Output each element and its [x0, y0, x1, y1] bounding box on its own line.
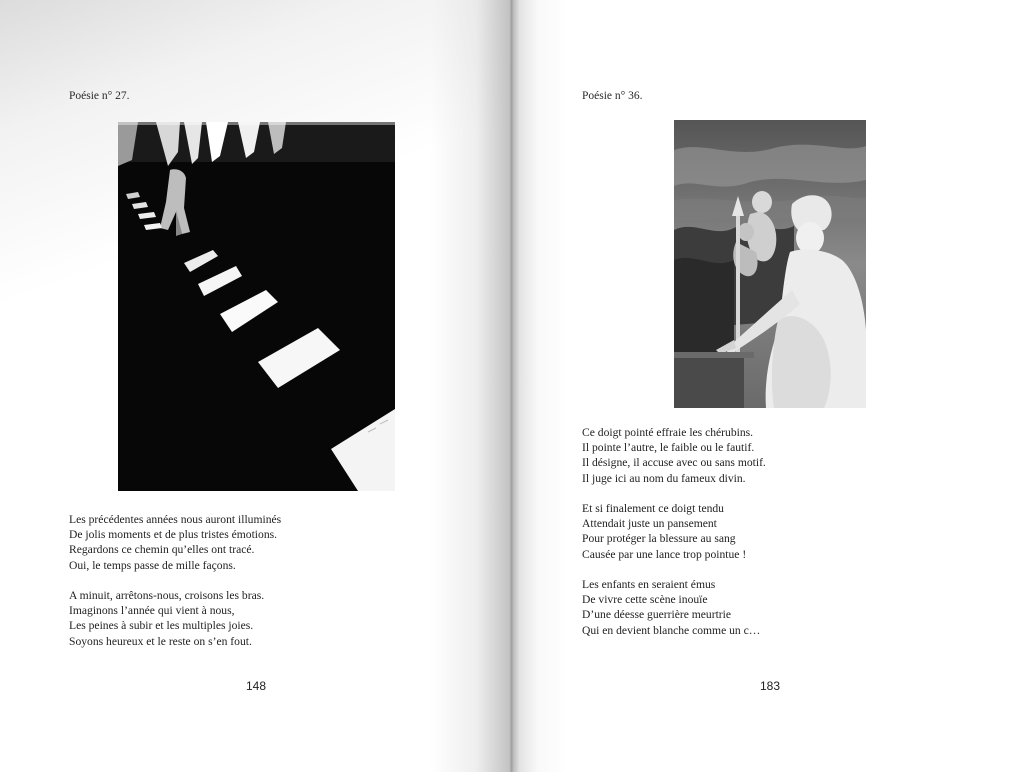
stanza	[69, 588, 264, 649]
book-gutter	[509, 0, 514, 772]
verse-line: Ce doigt pointé effraie les chérubins.	[582, 426, 754, 439]
poem-title: Poésie n° 27.	[69, 90, 130, 102]
poem-title: Poésie n° 36.	[582, 90, 643, 102]
stanza	[582, 501, 746, 562]
verse-line: Les peines à subir et les multiples joies.	[69, 619, 254, 633]
verse-line: Il pointe l’autre, le faible ou le fautif.	[582, 441, 755, 455]
right-page	[512, 0, 1023, 772]
verse-line: Qui en devient blanche comme un c…	[582, 623, 761, 637]
verse-line: D’une déesse guerrière meurtrie	[582, 608, 732, 622]
staircase-photo	[118, 122, 395, 491]
verse-line: Et si finalement ce doigt tendu	[582, 502, 724, 515]
verse-line: Imaginons l’année qui vient à nous,	[69, 604, 235, 618]
verse-line: Il juge ici au nom du fameux divin.	[582, 471, 746, 485]
verse-line: Attendait juste un pansement	[582, 517, 717, 531]
statue-photo	[674, 120, 866, 408]
stanza	[582, 425, 766, 486]
verse-line: Causée par une lance trop pointue !	[582, 547, 747, 561]
page-number: 183	[760, 679, 781, 693]
page-number: 148	[246, 679, 267, 693]
stanza	[582, 577, 760, 638]
verse-line: Pour protéger la blessure au sang	[582, 532, 736, 546]
verse-line: Oui, le temps passe de mille façons.	[69, 558, 236, 572]
verse-line: Les précédentes années nous auront illuminés	[69, 513, 282, 526]
verse-line: De vivre cette scène inouïe	[582, 593, 708, 607]
verse-line: De jolis moments et de plus tristes émotions.	[69, 528, 278, 542]
verse-line: Regardons ce chemin qu’elles ont tracé.	[69, 543, 255, 557]
verse-line: A minuit, arrêtons-nous, croisons les bras.	[69, 589, 265, 602]
verse-line: Soyons heureux et le reste on s’en fout.	[69, 634, 252, 648]
verse-line: Il désigne, il accuse avec ou sans motif.	[582, 456, 766, 470]
stanza	[69, 512, 281, 573]
verse-line: Les enfants en seraient émus	[582, 578, 716, 591]
